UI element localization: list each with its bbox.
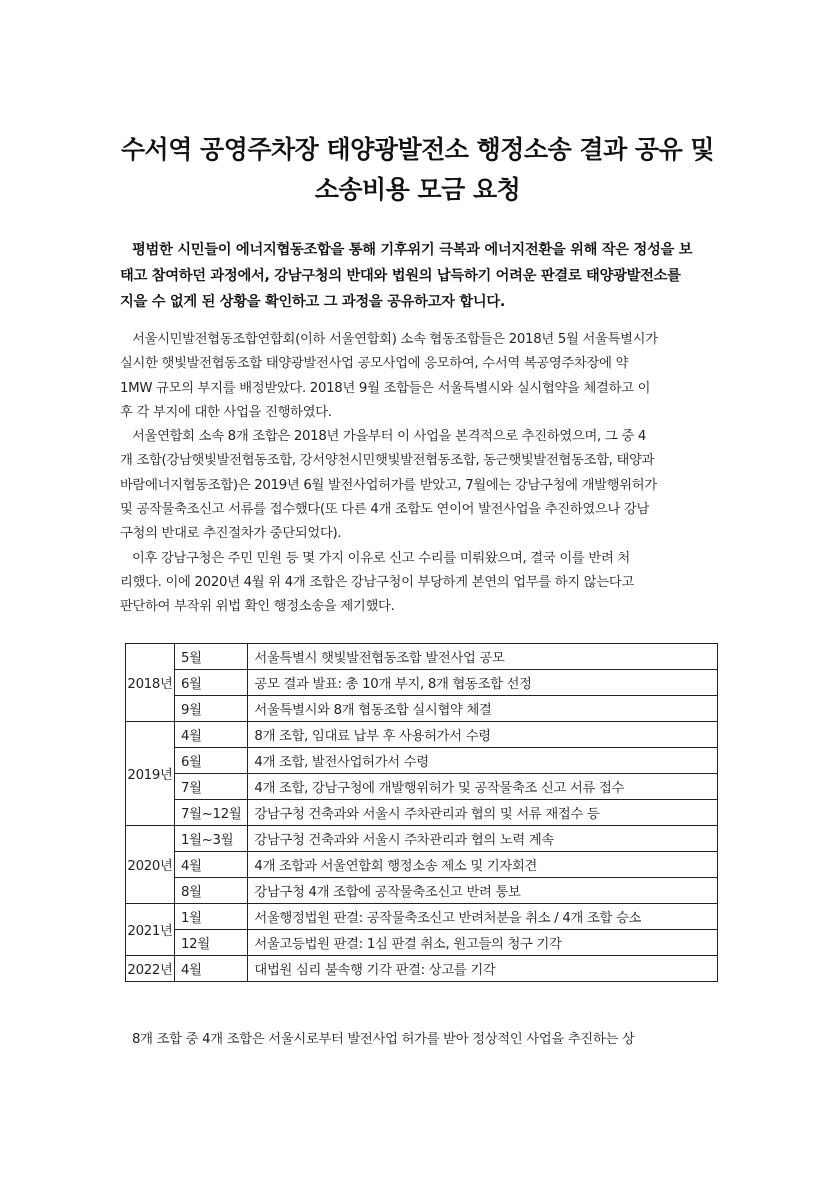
- event-cell: 서울고등법원 판결: 1심 판결 취소, 원고들의 청구 기각: [248, 930, 718, 956]
- event-cell: 공모 결과 발표: 총 10개 부지, 8개 협동조합 선정: [248, 670, 718, 696]
- event-cell: 8개 조합, 임대료 납부 후 사용허가서 수령: [248, 722, 718, 748]
- table-row: [126, 852, 718, 878]
- summary-line: 태고 참여하던 과정에서, 강남구청의 반대와 법원의 납득하기 어려운 판결로 태양광발전소를: [120, 268, 681, 284]
- timeline-table: [125, 643, 718, 982]
- paragraph-line: 리했다. 이에 2020년 4월 위 4개 조합은 강남구청이 부당하게 본연의 업무를 하지 않는다고: [120, 574, 634, 590]
- paragraph-line: 서울시민발전협동조합연합회(이하 서울연합회) 소속 협동조합들은 2018년 5월 서울특별시가: [132, 332, 658, 347]
- summary-line: 지을 수 없게 된 상황을 확인하고 그 과정을 공유하고자 합니다.: [120, 294, 505, 310]
- paragraph-line: 판단하여 부작위 위법 확인 행정소송을 제기했다.: [120, 599, 395, 615]
- paragraph-line: 1MW 규모의 부지를 배정받았다. 2018년 9월 조합들은 서울특별시와 실시협약을 체결하고 이: [120, 380, 651, 396]
- event-cell: 서울행정법원 판결: 공작물축조신고 반려처분을 취소 / 4개 조합 승소: [248, 904, 718, 930]
- table-row: [126, 670, 718, 696]
- year-cell: 2022년: [126, 956, 175, 982]
- event-cell: 서울특별시와 8개 협동조합 실시협약 체결: [248, 696, 718, 722]
- month-cell: 1월: [175, 904, 248, 930]
- month-cell: 4월: [175, 852, 248, 878]
- year-cell: 2018년: [126, 644, 175, 722]
- table-row: [126, 930, 718, 956]
- paragraph-line: 후 각 부지에 대한 사업을 진행하였다.: [120, 404, 332, 420]
- table-row: [126, 878, 718, 904]
- paragraph-line: 구청의 반대로 추진절차가 중단되었다).: [120, 526, 342, 542]
- summary-line: 평범한 시민들이 에너지협동조합을 통해 기후위기 극복과 에너지전환을 위해 작은 정성을 보: [132, 242, 693, 258]
- table-row: [126, 644, 718, 670]
- year-cell: 2019년: [126, 722, 175, 826]
- body-text: [120, 328, 720, 620]
- table-row: [126, 774, 718, 800]
- event-cell: 4개 조합, 발전사업허가서 수령: [248, 748, 718, 774]
- year-cell: 2020년: [126, 826, 175, 904]
- table-row: [126, 956, 718, 982]
- month-cell: 5월: [175, 644, 248, 670]
- event-cell: 강남구청 4개 조합에 공작물축조신고 반려 통보: [248, 878, 718, 904]
- month-cell: 6월: [175, 748, 248, 774]
- paragraph-1: [120, 328, 720, 425]
- event-cell: 4개 조합, 강남구청에 개발행위허가 및 공작물축조 신고 서류 접수: [248, 774, 718, 800]
- table-row: [126, 696, 718, 722]
- month-cell: 1월~3월: [175, 826, 248, 852]
- event-cell: 서울특별시 햇빛발전협동조합 발전사업 공모: [248, 644, 718, 670]
- title-line-1: 수서역 공영주차장 태양광발전소 행정소송 결과 공유 및: [120, 135, 715, 164]
- month-cell: 12월: [175, 930, 248, 956]
- month-cell: 7월: [175, 774, 248, 800]
- month-cell: 4월: [175, 722, 248, 748]
- month-cell: 6월: [175, 670, 248, 696]
- table-row: [126, 904, 718, 930]
- table-row: [126, 748, 718, 774]
- paragraph-line: 개 조합(강남햇빛발전협동조합, 강서양천시민햇빛발전협동조합, 동근햇빛발전협동조합, 태양과: [120, 453, 655, 469]
- table-row: [126, 826, 718, 852]
- event-cell: 강남구청 건축과와 서울시 주차관리과 협의 노력 계속: [248, 826, 718, 852]
- paragraph-3: [120, 547, 720, 620]
- month-cell: 8월: [175, 878, 248, 904]
- year-cell: 2021년: [126, 904, 175, 956]
- document-title: [0, 130, 835, 210]
- month-cell: 4월: [175, 956, 248, 982]
- title-line-2: 소송비용 모금 요청: [314, 175, 521, 204]
- summary-paragraph: [120, 237, 720, 315]
- event-cell: 강남구청 건축과와 서울시 주차관리과 협의 및 서류 재접수 등: [248, 800, 718, 826]
- paragraph-line: 서울연합회 소속 8개 조합은 2018년 가을부터 이 사업을 본격적으로 추진하였으며, 그 중 4: [132, 429, 646, 445]
- paragraph-line: 실시한 햇빛발전협동조합 태양광발전사업 공모사업에 응모하여, 수서역 복공영주차장에 약: [120, 356, 629, 372]
- event-cell: 4개 조합과 서울연합회 행정소송 제소 및 기자회견: [248, 852, 718, 878]
- paragraph-2: [120, 425, 720, 546]
- month-cell: 7월~12월: [175, 800, 248, 826]
- footer-paragraph: 8개 조합 중 4개 조합은 서울시로부터 발전사업 허가를 받아 정상적인 사업을 추진하는 상: [132, 1032, 635, 1047]
- table-row: [126, 722, 718, 748]
- event-cell: 대법원 심리 불속행 기각 판결: 상고를 기각: [248, 956, 718, 982]
- paragraph-line: 및 공작물축조신고 서류를 접수했다(또 다른 4개 조합도 연이어 발전사업을 추진하였으나 강남: [120, 502, 650, 518]
- month-cell: 9월: [175, 696, 248, 722]
- paragraph-line: 바람에너지협동조합)은 2019년 6월 발전사업허가를 받았고, 7월에는 강남구청에 개발행위허가: [120, 477, 657, 493]
- table-row: [126, 800, 718, 826]
- paragraph-line: 이후 강남구청은 주민 민원 등 몇 가지 이유로 신고 수리를 미뤄왔으며, 결국 이를 반려 처: [132, 550, 630, 566]
